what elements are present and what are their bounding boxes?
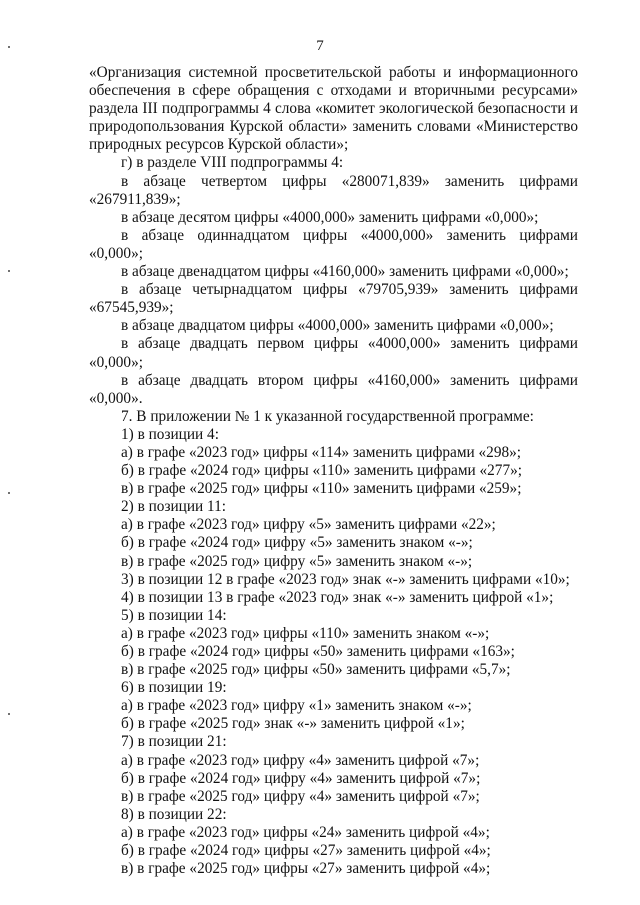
paragraph: б) в графе «2025 год» знак «-» заменить цифрой «1»; xyxy=(121,715,465,733)
paragraph: в абзаце одиннадцатом цифры «4000,000» заменить цифрами «0,000»; xyxy=(89,226,578,262)
paragraph: г) в разделе VIII подпрограммы 4: xyxy=(121,154,344,172)
paragraph: 3) в позиции 12 в графе «2023 год» знак «-» заменить цифрами «10»; xyxy=(121,570,570,588)
paragraph: а) в графе «2023 год» цифру «4» заменить цифрой «7»; xyxy=(121,751,480,769)
paragraph: а) в графе «2023 год» цифру «5» заменить цифрами «22»; xyxy=(121,516,496,534)
paragraph: б) в графе «2024 год» цифры «50» заменить цифрами «163»; xyxy=(121,643,515,660)
paragraph: в абзаце четырнадцатом цифры «79705,939» заменить цифрами «67545,939»; xyxy=(89,281,578,317)
paragraph: в) в графе «2025 год» цифры «110» заменить цифрами «259»; xyxy=(121,480,522,498)
paragraph: в) в графе «2025 год» цифры «27» заменить цифрой «4»; xyxy=(121,860,491,878)
paragraph: в абзаце двадцать первом цифры «4000,000» заменить цифрами «0,000»; xyxy=(89,335,578,371)
paragraph: 5) в позиции 14: xyxy=(121,606,227,624)
paragraph: а) в графе «2023 год» цифры «24» заменить цифрой «4»; xyxy=(121,823,490,841)
paragraph: а) в графе «2023 год» цифры «114» заменить цифрами «298»; xyxy=(121,443,522,461)
paragraph: а) в графе «2023 год» цифру «1» заменить знаком «-»; xyxy=(121,697,472,715)
paragraph: 8) в позиции 22: xyxy=(121,805,227,823)
paragraph: 2) в позиции 11: xyxy=(121,498,227,516)
paragraph: в абзаце двенадцатом цифры «4160,000» заменить цифрами «0,000»; xyxy=(121,263,569,281)
scan-artifact xyxy=(8,713,10,715)
scan-artifact xyxy=(8,270,10,272)
paragraph: а) в графе «2023 год» цифры «110» заменить знаком «-»; xyxy=(121,624,490,642)
scan-artifact xyxy=(8,46,10,48)
paragraph: в) в графе «2025 год» цифру «5» заменить знаком «-»; xyxy=(121,552,473,570)
page-number: 7 xyxy=(316,38,324,54)
paragraph: 4) в позиции 13 в графе «2023 год» знак «-» заменить цифрой «1»; xyxy=(121,588,554,606)
paragraph: 1) в позиции 4: xyxy=(121,425,219,443)
paragraph: 6) в позиции 19: xyxy=(121,679,227,697)
paragraph: «Организация системной просветительской работы и информационного обеспечения в сфере обращения с отходами и вторичными ресурсами» раздела III подпрограммы 4 слова «комитет экологической безопасности и природопользования Курской области» заменить словами «Министерство природных ресурсов Курской области»; xyxy=(89,64,578,154)
paragraph: 7) в позиции 21: xyxy=(121,733,227,751)
paragraph: в абзаце двадцать втором цифры «4160,000» заменить цифрами «0,000». xyxy=(89,371,578,407)
paragraph: б) в графе «2024 год» цифры «110» заменить цифрами «277»; xyxy=(121,462,523,480)
document-body xyxy=(89,64,578,878)
paragraph: 7. В приложении № 1 к указанной государственной программе: xyxy=(121,407,534,425)
paragraph: б) в графе «2024 год» цифру «4» заменить цифрой «7»; xyxy=(121,769,481,787)
scan-artifact xyxy=(8,492,10,494)
paragraph: в абзаце двадцатом цифры «4000,000» заменить цифрами «0,000»; xyxy=(121,317,554,335)
paragraph: в) в графе «2025 год» цифры «50» заменить цифрами «5,7»; xyxy=(121,661,511,679)
paragraph: б) в графе «2024 год» цифру «5» заменить знаком «-»; xyxy=(121,534,473,552)
paragraph: в абзаце десятом цифры «4000,000» заменить цифрами «0,000»; xyxy=(121,208,539,226)
paragraph: б) в графе «2024 год» цифры «27» заменить цифрой «4»; xyxy=(121,842,491,860)
paragraph: в абзаце четвертом цифры «280071,839» заменить цифрами «267911,839»; xyxy=(89,172,578,208)
paragraph: в) в графе «2025 год» цифру «4» заменить цифрой «7»; xyxy=(121,787,480,805)
